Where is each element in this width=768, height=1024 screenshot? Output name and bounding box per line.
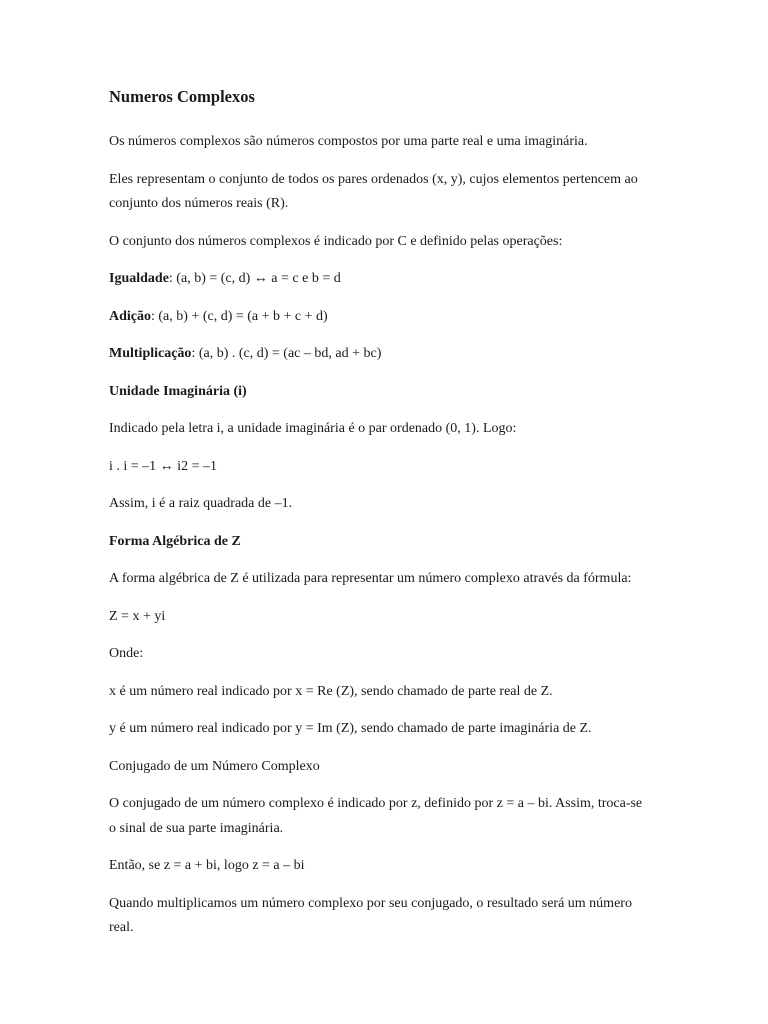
paragraph: Eles representam o conjunto de todos os pares ordenados (x, y), cujos elementos pertencem ao conjunto dos números reais (R). xyxy=(109,171,638,211)
definition-igualdade xyxy=(109,267,649,292)
paragraph: i . i = –1 ↔ i2 = –1 xyxy=(109,458,217,474)
paragraph: Os números complexos são números compostos por uma parte real e uma imaginária. xyxy=(109,134,588,149)
definition-multiplicacao xyxy=(109,342,649,367)
paragraph: Z = x + yi xyxy=(109,608,166,624)
paragraph: Assim, i é a raiz quadrada de –1. xyxy=(109,496,293,511)
definition-text: : (a, b) = (c, d) ↔ a = c e b = d xyxy=(168,271,341,286)
definition-adicao xyxy=(109,305,649,330)
paragraph: O conjugado de um número complexo é indicado por z, definido por z = a – bi. Assim, troca-se o sinal de sua parte imaginária. xyxy=(109,796,643,836)
definition-term: Igualdade xyxy=(109,271,169,286)
paragraph: Onde: xyxy=(109,646,144,661)
section-heading: Unidade Imaginária (i) xyxy=(109,383,247,399)
definition-term: Multiplicação xyxy=(109,346,192,361)
section-heading: Forma Algébrica de Z xyxy=(109,533,241,549)
paragraph: Conjugado de um Número Complexo xyxy=(109,758,320,774)
definition-text: : (a, b) + (c, d) = (a + b + c + d) xyxy=(151,308,328,324)
paragraph: x é um número real indicado por x = Re (Z), sendo chamado de parte real de Z. xyxy=(109,683,553,699)
paragraph: O conjunto dos números complexos é indicado por C e definido pelas operações: xyxy=(109,233,563,249)
document-page xyxy=(109,86,649,954)
document-title: Numeros Complexos xyxy=(109,87,255,106)
paragraph: A forma algébrica de Z é utilizada para representar um número complexo através da fórmula: xyxy=(109,571,632,586)
paragraph: Então, se z = a + bi, logo z = a – bi xyxy=(109,858,305,873)
definition-term: Adição xyxy=(109,308,151,324)
paragraph: Quando multiplicamos um número complexo por seu conjugado, o resultado será um número real. xyxy=(109,895,632,935)
paragraph: Indicado pela letra i, a unidade imaginária é o par ordenado (0, 1). Logo: xyxy=(109,421,517,436)
definition-text: : (a, b) . (c, d) = (ac – bd, ad + bc) xyxy=(191,346,382,361)
paragraph: y é um número real indicado por y = Im (Z), sendo chamado de parte imaginária de Z. xyxy=(109,721,592,736)
